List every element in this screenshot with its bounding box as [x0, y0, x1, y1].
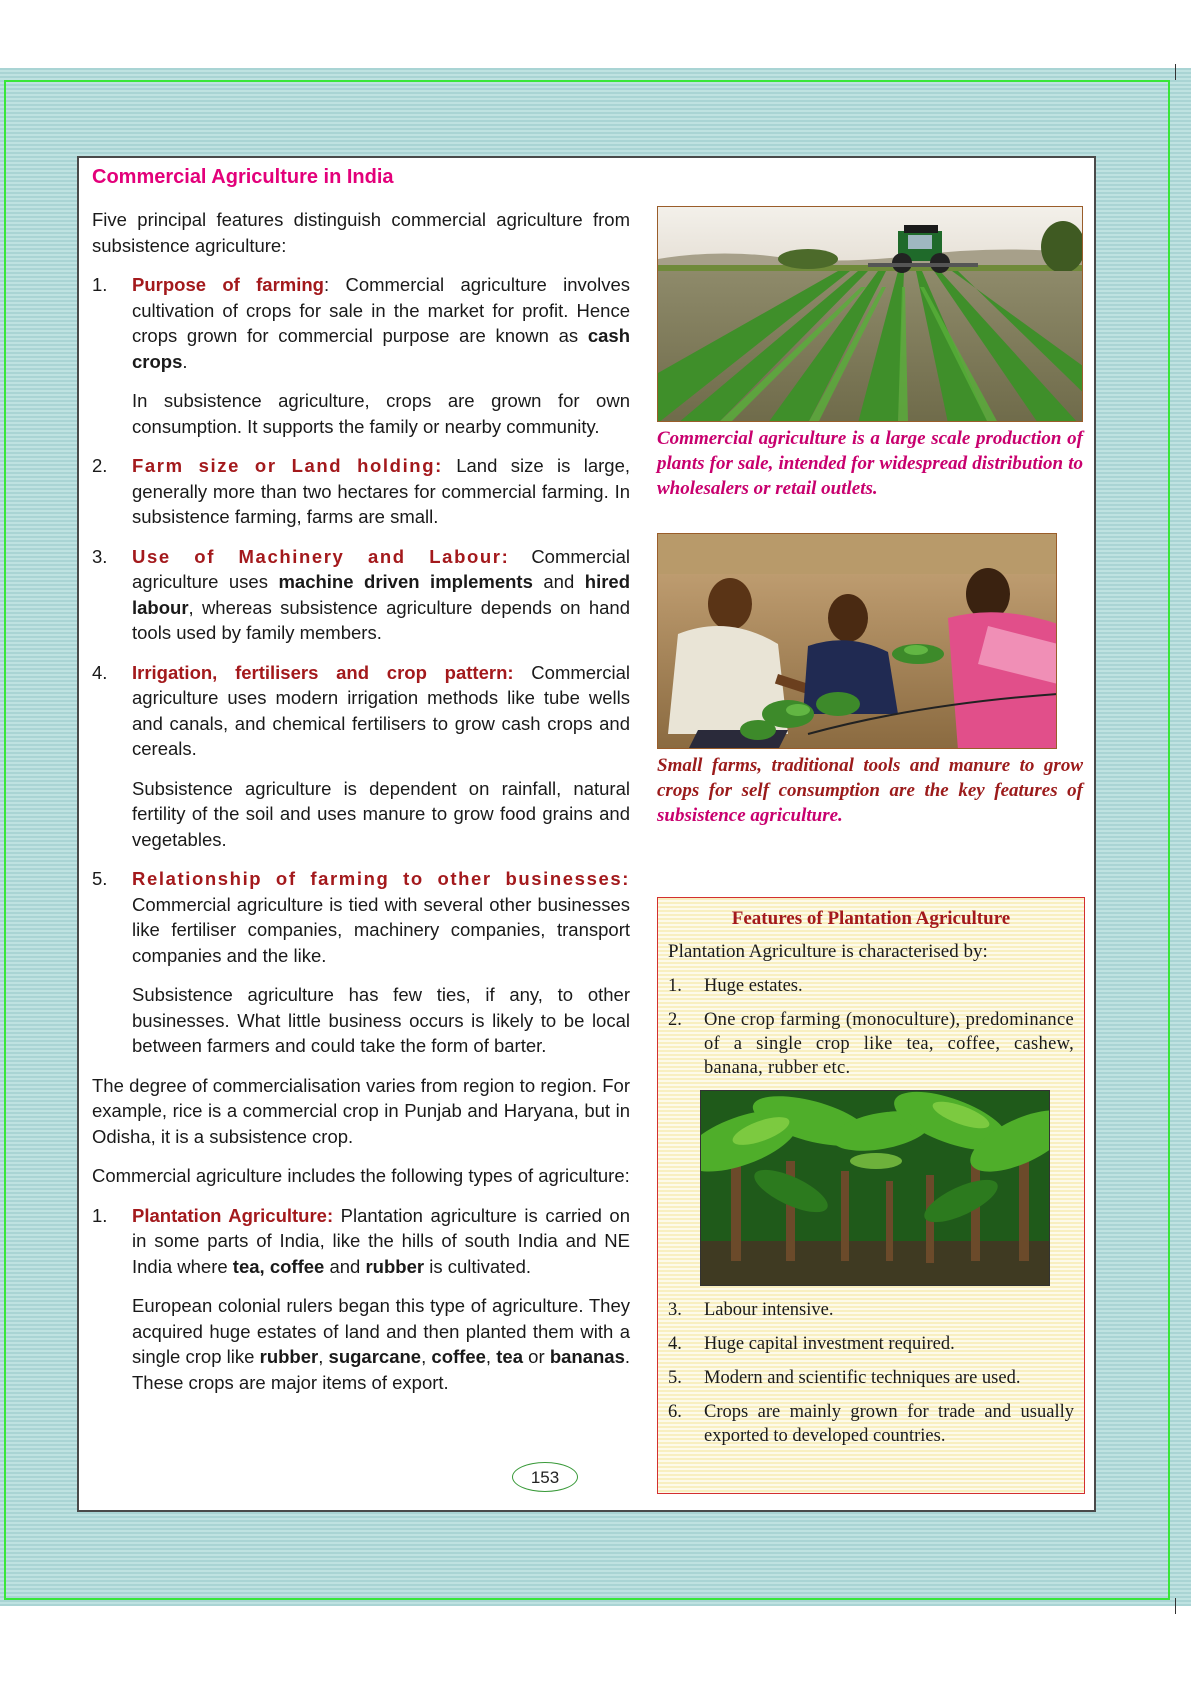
page-number: 153 [512, 1462, 578, 1492]
banana-plantation-illustration [701, 1091, 1050, 1286]
type-text: Plantation Agriculture: Plantation agriculture is carried on in some parts of India, like the hills of south India and NE India where tea, coffee and rubber is cultivated. [132, 1204, 630, 1277]
plantation-feature-item: 5. Modern and scientific techniques are used. [668, 1368, 1021, 1388]
feature-subsistence-text: Subsistence agriculture has few ties, if any, to other businesses. What little business occurs is likely to be local between farmers and could take the form of barter. [132, 984, 630, 1056]
plantation-box-lead: Plantation Agriculture is characterised by: [668, 941, 988, 962]
intro-paragraph: Five principal features distinguish commercial agriculture from subsistence agriculture: [92, 209, 630, 256]
family-planting-illustration [658, 534, 1057, 749]
subsistence-farm-photo [657, 533, 1057, 749]
type-item-plantation [92, 1203, 630, 1396]
feature-item-farm-size [92, 453, 630, 530]
page-title: Commercial Agriculture in India [92, 166, 394, 188]
plantation-box-heading: Features of Plantation Agriculture [731, 908, 1011, 929]
feature-text: Irrigation, fertilisers and crop pattern: Commercial agriculture uses modern irrigation methods like tube wells and canals, and chemical fertilisers to grow cash crops and cereals. [132, 661, 630, 759]
commercial-photo-caption: Commercial agriculture is a large scale production of plants for sale, intended for widespread distribution to wholesalers or retail outlets. [657, 428, 1083, 499]
type-history-text: European colonial rulers began this type of agriculture. They acquired huge estates of land and then planted them with a single crop like rubber, sugarcane, coffee, tea or bananas. These crops are major items of export. [132, 1295, 631, 1393]
banana-plantation-photo [700, 1090, 1050, 1286]
plantation-feature-item: 2. One crop farming (monoculture), predominance of a single crop like tea, coffee, cashew, banana, rubber etc. [668, 1010, 1074, 1078]
crop-mark-bottom [1175, 1598, 1176, 1614]
crop-mark-top [1175, 64, 1176, 80]
feature-number: 2. [92, 455, 108, 476]
plantation-feature-item: 4. Huge capital investment required. [668, 1334, 955, 1354]
feature-heading: Use of Machinery and Labour: [132, 545, 510, 567]
feature-subsistence-text: Subsistence agriculture is dependent on rainfall, natural fertility of the soil and uses manure to grow food grains and vegetables. [132, 777, 630, 850]
feature-text: Use of Machinery and Labour: Commercial agriculture uses machine driven implements and hired labour, whereas subsistence agriculture depends on hand tools used by family members. [132, 545, 630, 643]
feature-number: 1. [92, 274, 108, 295]
feature-text: Farm size or Land holding: Land size is large, generally more than two hectares for commercial farming. In subsistence farming, farms are small. [132, 455, 630, 527]
type-number: 1. [92, 1204, 108, 1226]
degree-paragraph: The degree of commercialisation varies from region to region. For example, rice is a commercial crop in Punjab and Haryana, but in Odisha, it is a subsistence crop. [92, 1074, 630, 1147]
feature-number: 5. [92, 868, 108, 889]
commercial-farm-photo [657, 206, 1083, 422]
feature-number: 4. [92, 661, 108, 683]
types-intro-paragraph: Commercial agriculture includes the following types of agriculture: [92, 1165, 630, 1186]
feature-heading: Irrigation, fertilisers and crop pattern: [132, 661, 514, 683]
plantation-feature-item: 3. Labour intensive. [668, 1300, 834, 1320]
plantation-features-box [657, 897, 1085, 1494]
main-text-column [92, 166, 630, 1409]
feature-item-purpose [92, 272, 630, 439]
feature-heading: Purpose of farming [132, 274, 324, 295]
feature-item-relationship [92, 866, 630, 1059]
type-heading: Plantation Agriculture: [132, 1204, 334, 1226]
feature-subsistence-text: In subsistence agriculture, crops are grown for own consumption. It supports the family or nearby community. [132, 390, 630, 437]
feature-item-machinery [92, 544, 630, 646]
tractor-field-illustration [658, 207, 1083, 422]
feature-text: Relationship of farming to other businesses: Commercial agriculture is tied with several other businesses like fertiliser companies, machinery companies, transport companies and the like. [132, 868, 630, 966]
feature-number: 3. [92, 545, 108, 567]
figure-column [657, 206, 1083, 828]
feature-text: Purpose of farming: Commercial agriculture involves cultivation of crops for sale in the market for profit. Hence crops grown for commercial purpose are known as cash crops. [132, 274, 630, 372]
subsistence-photo-caption: Small farms, traditional tools and manure to grow crops for self consumption are the key features of subsistence agriculture. [657, 755, 1083, 826]
plantation-feature-item: 6. Crops are mainly grown for trade and usually exported to developed countries. [668, 1402, 1074, 1446]
textbook-page [77, 156, 1096, 1512]
feature-heading: Relationship of farming to other businesses: [132, 868, 630, 889]
feature-heading: Farm size or Land holding: [132, 455, 443, 476]
feature-item-irrigation [92, 660, 630, 853]
plantation-feature-item: 1. Huge estates. [668, 976, 803, 996]
